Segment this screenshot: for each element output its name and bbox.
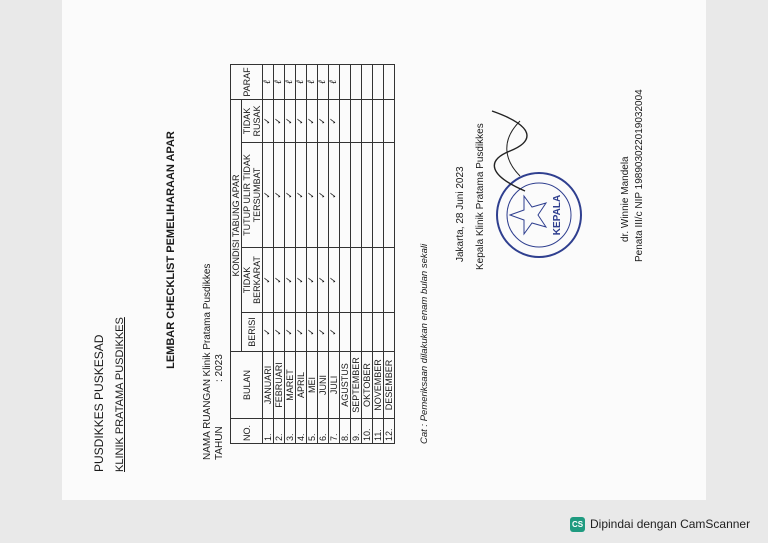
- check-tidak-rusak: [362, 100, 373, 143]
- table-body: [263, 65, 395, 444]
- check-tutup-ulir: [384, 143, 395, 248]
- check-tidak-rusak: ✓: [274, 100, 285, 143]
- signer-role: Kepala Klinik Pratama Pusdikkes: [475, 123, 486, 270]
- header-bulan: BULAN: [231, 352, 263, 419]
- table-row: [274, 65, 285, 444]
- paraf-initial: [373, 65, 384, 100]
- table-row: [285, 65, 296, 444]
- signer-nip: Penata III/c NIP 198903022019032004: [634, 89, 645, 262]
- check-tidak-rusak: [384, 100, 395, 143]
- row-no: 7.: [329, 419, 340, 444]
- check-tutup-ulir: ✓: [318, 143, 329, 248]
- header-no: NO.: [231, 419, 263, 444]
- header-kondisi: KONDISI TABUNG APAR: [231, 100, 242, 352]
- check-tidak-berkarat: [384, 248, 395, 313]
- check-tutup-ulir: ✓: [329, 143, 340, 248]
- table-row: [329, 65, 340, 444]
- camscanner-label: Dipindai dengan CamScanner: [590, 517, 751, 531]
- check-tidak-rusak: ✓: [307, 100, 318, 143]
- table-row: [318, 65, 329, 444]
- row-no: 8.: [340, 419, 351, 444]
- row-no: 12.: [384, 419, 395, 444]
- check-berisi: [351, 313, 362, 352]
- check-tutup-ulir: ✓: [307, 143, 318, 248]
- check-tutup-ulir: [362, 143, 373, 248]
- table-row: [263, 65, 274, 444]
- paraf-initial: ℓ: [296, 65, 307, 100]
- row-bulan: JUNI: [318, 352, 329, 419]
- row-no: 6.: [318, 419, 329, 444]
- check-berisi: [362, 313, 373, 352]
- check-tidak-rusak: ✓: [263, 100, 274, 143]
- row-bulan: MARET: [285, 352, 296, 419]
- row-no: 1.: [263, 419, 274, 444]
- year-value: : 2023: [214, 354, 225, 382]
- paraf-initial: ℓ: [307, 65, 318, 100]
- camscanner-badge: [570, 514, 750, 534]
- check-tidak-berkarat: ✓: [329, 248, 340, 313]
- paraf-initial: [384, 65, 395, 100]
- camscanner-icon: CS: [570, 517, 585, 532]
- row-bulan: AGUSTUS: [340, 352, 351, 419]
- row-no: 2.: [274, 419, 285, 444]
- handwritten-signature: [480, 106, 540, 196]
- paraf-initial: ℓ: [263, 65, 274, 100]
- header-berisi: BERISI: [242, 313, 263, 352]
- check-tidak-berkarat: [340, 248, 351, 313]
- row-bulan: APRIL: [296, 352, 307, 419]
- paraf-initial: [340, 65, 351, 100]
- row-bulan: SEPTEMBER: [351, 352, 362, 419]
- row-bulan: NOVEMBER: [373, 352, 384, 419]
- check-tutup-ulir: ✓: [274, 143, 285, 248]
- header-tutup-ulir: TUTUP ULIR TIDAK TERSUMBAT: [242, 143, 263, 248]
- row-bulan: JANUARI: [263, 352, 274, 419]
- check-tidak-rusak: ✓: [285, 100, 296, 143]
- row-bulan: OKTOBER: [362, 352, 373, 419]
- table-row: [384, 65, 395, 444]
- footnote: Cat : Pemeriksaan dilakukan enam bulan sekali: [419, 243, 430, 444]
- check-berisi: [373, 313, 384, 352]
- check-tidak-berkarat: [362, 248, 373, 313]
- table-row: [373, 65, 384, 444]
- row-no: 10.: [362, 419, 373, 444]
- check-berisi: ✓: [285, 313, 296, 352]
- rotated-document: [62, 0, 706, 500]
- check-berisi: ✓: [307, 313, 318, 352]
- check-tidak-berkarat: [351, 248, 362, 313]
- check-tutup-ulir: ✓: [263, 143, 274, 248]
- check-tidak-berkarat: ✓: [285, 248, 296, 313]
- table-row: [340, 65, 351, 444]
- room-value: : Klinik Pratama Pusdikkes: [202, 263, 213, 382]
- row-no: 5.: [307, 419, 318, 444]
- check-tutup-ulir: ✓: [285, 143, 296, 248]
- check-tidak-berkarat: ✓: [318, 248, 329, 313]
- row-bulan: MEI: [307, 352, 318, 419]
- check-tidak-berkarat: ✓: [274, 248, 285, 313]
- check-tutup-ulir: [340, 143, 351, 248]
- header-tidak-rusak: TIDAK RUSAK: [242, 100, 263, 143]
- check-tidak-berkarat: ✓: [307, 248, 318, 313]
- check-tidak-rusak: [351, 100, 362, 143]
- header-tidak-berkarat: TIDAK BERKARAT: [242, 248, 263, 313]
- table-row: [351, 65, 362, 444]
- place-date: Jakarta, 28 Juni 2023: [455, 166, 466, 262]
- paraf-initial: ℓ: [329, 65, 340, 100]
- row-no: 9.: [351, 419, 362, 444]
- row-bulan: DESEMBER: [384, 352, 395, 419]
- check-berisi: [340, 313, 351, 352]
- scanned-page: [62, 0, 706, 500]
- room-label: NAMA RUANGAN: [202, 378, 213, 460]
- paraf-initial: ℓ: [318, 65, 329, 100]
- year-label: TAHUN: [214, 426, 225, 460]
- row-no: 11.: [373, 419, 384, 444]
- check-tutup-ulir: [351, 143, 362, 248]
- row-no: 4.: [296, 419, 307, 444]
- row-no: 3.: [285, 419, 296, 444]
- table-row: [362, 65, 373, 444]
- check-tidak-berkarat: ✓: [263, 248, 274, 313]
- checklist-table: [230, 64, 395, 444]
- check-tutup-ulir: ✓: [296, 143, 307, 248]
- check-tidak-berkarat: ✓: [296, 248, 307, 313]
- row-bulan: JULI: [329, 352, 340, 419]
- check-berisi: ✓: [263, 313, 274, 352]
- paraf-initial: ℓ: [285, 65, 296, 100]
- row-bulan: FEBRUARI: [274, 352, 285, 419]
- org-line-1: PUSDIKKES PUSKESAD: [92, 334, 106, 472]
- org-line-2: KLINIK PRATAMA PUSDIKKES: [114, 317, 126, 472]
- header-paraf: PARAF: [231, 65, 263, 100]
- check-berisi: ✓: [318, 313, 329, 352]
- table-row: [307, 65, 318, 444]
- check-tidak-rusak: ✓: [329, 100, 340, 143]
- table-row: [296, 65, 307, 444]
- check-tidak-rusak: [340, 100, 351, 143]
- check-berisi: ✓: [274, 313, 285, 352]
- check-tidak-rusak: ✓: [318, 100, 329, 143]
- signer-name: dr. Winnie Mandela: [620, 156, 631, 242]
- paraf-initial: [351, 65, 362, 100]
- document-title: LEMBAR CHECKLIST PEMELIHARAAN APAR: [165, 131, 177, 369]
- check-tutup-ulir: [373, 143, 384, 248]
- table-header-row: [231, 65, 242, 444]
- paraf-initial: ℓ: [274, 65, 285, 100]
- stamp-center-text: KEPALA: [552, 194, 563, 236]
- check-tidak-berkarat: [373, 248, 384, 313]
- check-tidak-rusak: ✓: [296, 100, 307, 143]
- check-berisi: ✓: [296, 313, 307, 352]
- check-tidak-rusak: [373, 100, 384, 143]
- paraf-initial: [362, 65, 373, 100]
- check-berisi: ✓: [329, 313, 340, 352]
- check-berisi: [384, 313, 395, 352]
